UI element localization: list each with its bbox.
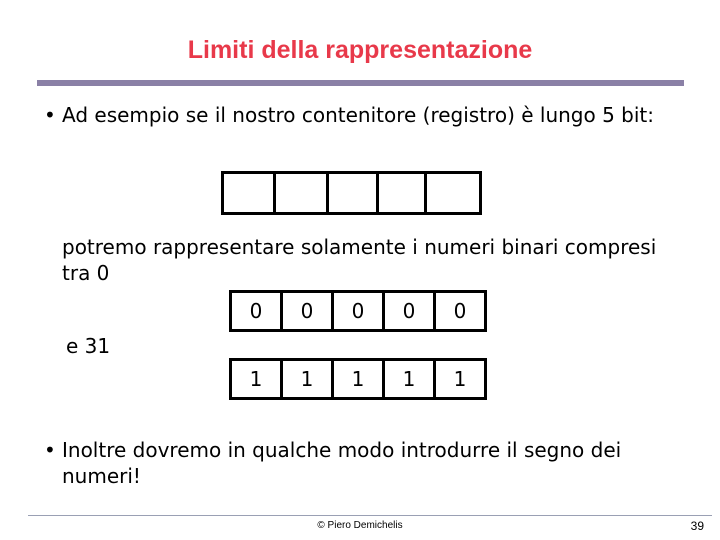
register-zero: [229, 290, 487, 332]
bit-cell: 1: [385, 361, 436, 397]
bullet-dot: •: [44, 438, 56, 462]
title-divider: [37, 80, 684, 86]
footer-divider: [28, 515, 712, 516]
register-empty-5bit: [221, 171, 482, 215]
bit-cell: 0: [232, 293, 283, 329]
bit-cell: 0: [436, 293, 487, 329]
register-cell: [276, 174, 329, 212]
bit-cell: 1: [232, 361, 283, 397]
upper-bound-label: e 31: [66, 334, 111, 358]
bullet-2: [44, 437, 674, 489]
bit-cell: 1: [436, 361, 487, 397]
register-cell: [427, 174, 482, 212]
register-cell: [224, 174, 276, 212]
bullet-2-text: Inoltre dovremo in qualche modo introdurre il segno dei numeri!: [62, 438, 622, 488]
bullet-1: [44, 102, 674, 128]
bullet-1-text: Ad esempio se il nostro contenitore (registro) è lungo 5 bit:: [62, 103, 655, 127]
range-paragraph: potremo rappresentare solamente i numeri binari compresi tra 0: [62, 235, 657, 285]
register-cell: [329, 174, 379, 212]
slide-title: Limiti della rappresentazione: [187, 36, 533, 64]
footer-credit: © Piero Demichelis: [317, 520, 403, 531]
bit-cell: 1: [334, 361, 385, 397]
bit-cell: 0: [385, 293, 436, 329]
bit-cell: 0: [334, 293, 385, 329]
bullet-dot: •: [44, 103, 56, 127]
register-one: [229, 358, 487, 400]
register-cell: [379, 174, 427, 212]
page-number: 39: [690, 519, 704, 533]
bit-cell: 0: [283, 293, 334, 329]
bit-cell: 1: [283, 361, 334, 397]
